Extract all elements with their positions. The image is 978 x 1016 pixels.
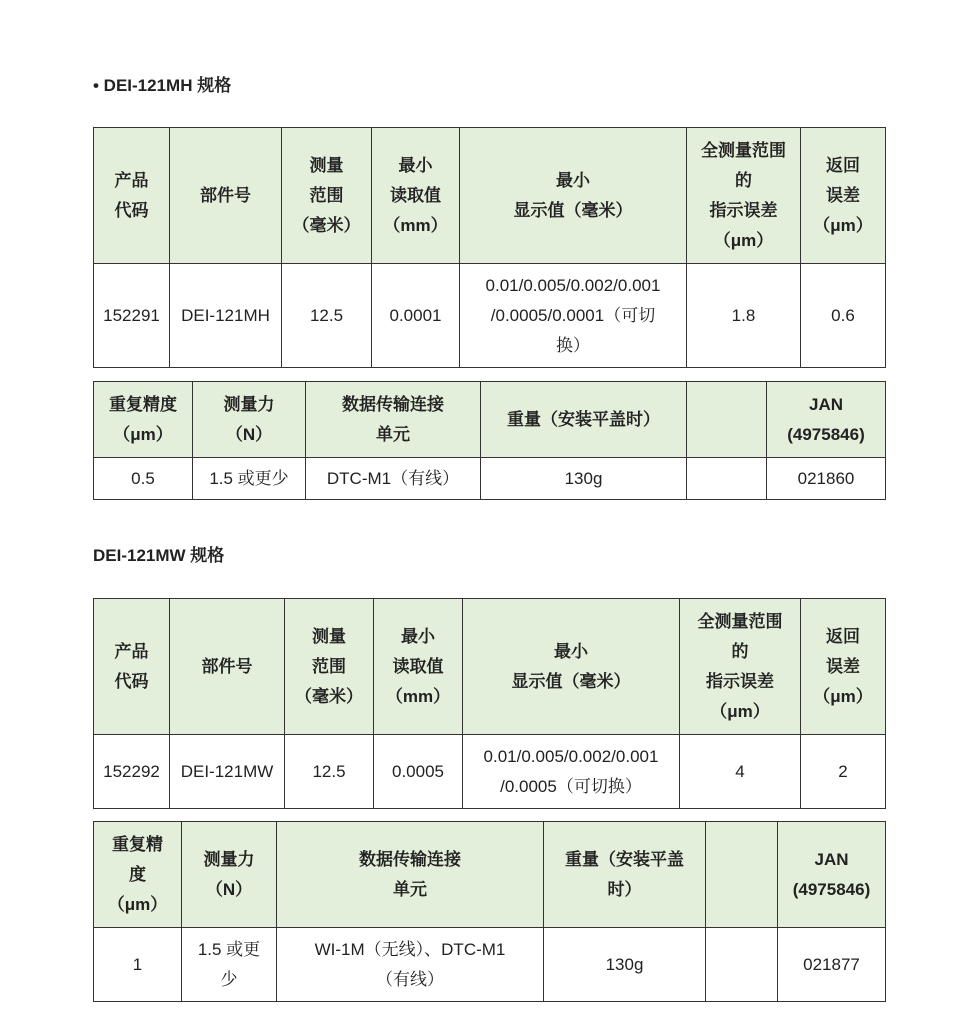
header-row	[94, 382, 886, 458]
spec-table-extra-dei-121mw	[93, 821, 886, 1002]
table-row	[94, 735, 886, 809]
header-indication-error: 全测量范围 的 指示误差 （μm）	[680, 599, 801, 735]
cell-blank	[687, 458, 767, 500]
cell-measuring-range: 12.5	[282, 264, 372, 368]
header-repeatability: 重复精度 （μm）	[94, 382, 193, 458]
header-row	[94, 599, 886, 735]
table-row	[94, 928, 886, 1002]
spec-table-extra-dei-121mh	[93, 381, 886, 500]
cell-indication-error: 4	[680, 735, 801, 809]
cell-blank	[706, 928, 778, 1002]
header-measuring-force: 测量力 （N）	[182, 822, 277, 928]
header-indication-error: 全测量范围 的 指示误差 （μm）	[687, 128, 801, 264]
header-return-error: 返回 误差 （μm）	[801, 599, 886, 735]
cell-data-transfer-unit: DTC-M1（有线）	[306, 458, 481, 500]
section-heading-dei-121mw: DEI-121MW 规格	[93, 546, 225, 565]
header-min-reading: 最小 读取值 （mm）	[374, 599, 463, 735]
header-return-error: 返回 误差 （μm）	[801, 128, 886, 264]
cell-repeatability: 1	[94, 928, 182, 1002]
cell-jan: 021877	[778, 928, 886, 1002]
cell-min-display: 0.01/0.005/0.002/0.001 /0.0005（可切换）	[463, 735, 680, 809]
header-weight: 重量（安装平盖 时）	[544, 822, 706, 928]
table-row	[94, 264, 886, 368]
table-row	[94, 458, 886, 500]
header-product-code: 产品 代码	[94, 599, 170, 735]
cell-min-reading: 0.0001	[372, 264, 460, 368]
cell-product-code: 152292	[94, 735, 170, 809]
cell-return-error: 2	[801, 735, 886, 809]
cell-product-code: 152291	[94, 264, 170, 368]
cell-measuring-force: 1.5 或更 少	[182, 928, 277, 1002]
spec-table-main-dei-121mh	[93, 127, 886, 368]
header-part-number: 部件号	[170, 599, 285, 735]
cell-data-transfer-unit: WI-1M（无线）、DTC-M1 （有线）	[277, 928, 544, 1002]
header-row	[94, 822, 886, 928]
cell-weight: 130g	[481, 458, 687, 500]
header-min-reading: 最小 读取值 （mm）	[372, 128, 460, 264]
cell-measuring-range: 12.5	[285, 735, 374, 809]
header-min-display: 最小 显示值（毫米）	[463, 599, 680, 735]
header-measuring-range: 测量 范围 （毫米）	[282, 128, 372, 264]
header-weight: 重量（安装平盖时）	[481, 382, 687, 458]
cell-measuring-force: 1.5 或更少	[193, 458, 306, 500]
cell-return-error: 0.6	[801, 264, 886, 368]
header-measuring-force: 测量力 （N）	[193, 382, 306, 458]
cell-indication-error: 1.8	[687, 264, 801, 368]
cell-part-number: DEI-121MW	[170, 735, 285, 809]
cell-weight: 130g	[544, 928, 706, 1002]
header-data-transfer-unit: 数据传输连接 单元	[306, 382, 481, 458]
cell-repeatability: 0.5	[94, 458, 193, 500]
header-measuring-range: 测量 范围 （毫米）	[285, 599, 374, 735]
section-heading-dei-121mh: • DEI-121MH 规格	[93, 76, 232, 95]
cell-part-number: DEI-121MH	[170, 264, 282, 368]
cell-jan: 021860	[767, 458, 886, 500]
header-part-number: 部件号	[170, 128, 282, 264]
header-blank	[706, 822, 778, 928]
header-blank	[687, 382, 767, 458]
header-row	[94, 128, 886, 264]
cell-min-display: 0.01/0.005/0.002/0.001 /0.0005/0.0001（可切 换）	[460, 264, 687, 368]
header-data-transfer-unit: 数据传输连接 单元	[277, 822, 544, 928]
cell-min-reading: 0.0005	[374, 735, 463, 809]
header-repeatability: 重复精 度 （μm）	[94, 822, 182, 928]
header-jan: JAN (4975846)	[767, 382, 886, 458]
header-jan: JAN (4975846)	[778, 822, 886, 928]
header-min-display: 最小 显示值（毫米）	[460, 128, 687, 264]
spec-table-main-dei-121mw	[93, 598, 886, 809]
header-product-code: 产品 代码	[94, 128, 170, 264]
